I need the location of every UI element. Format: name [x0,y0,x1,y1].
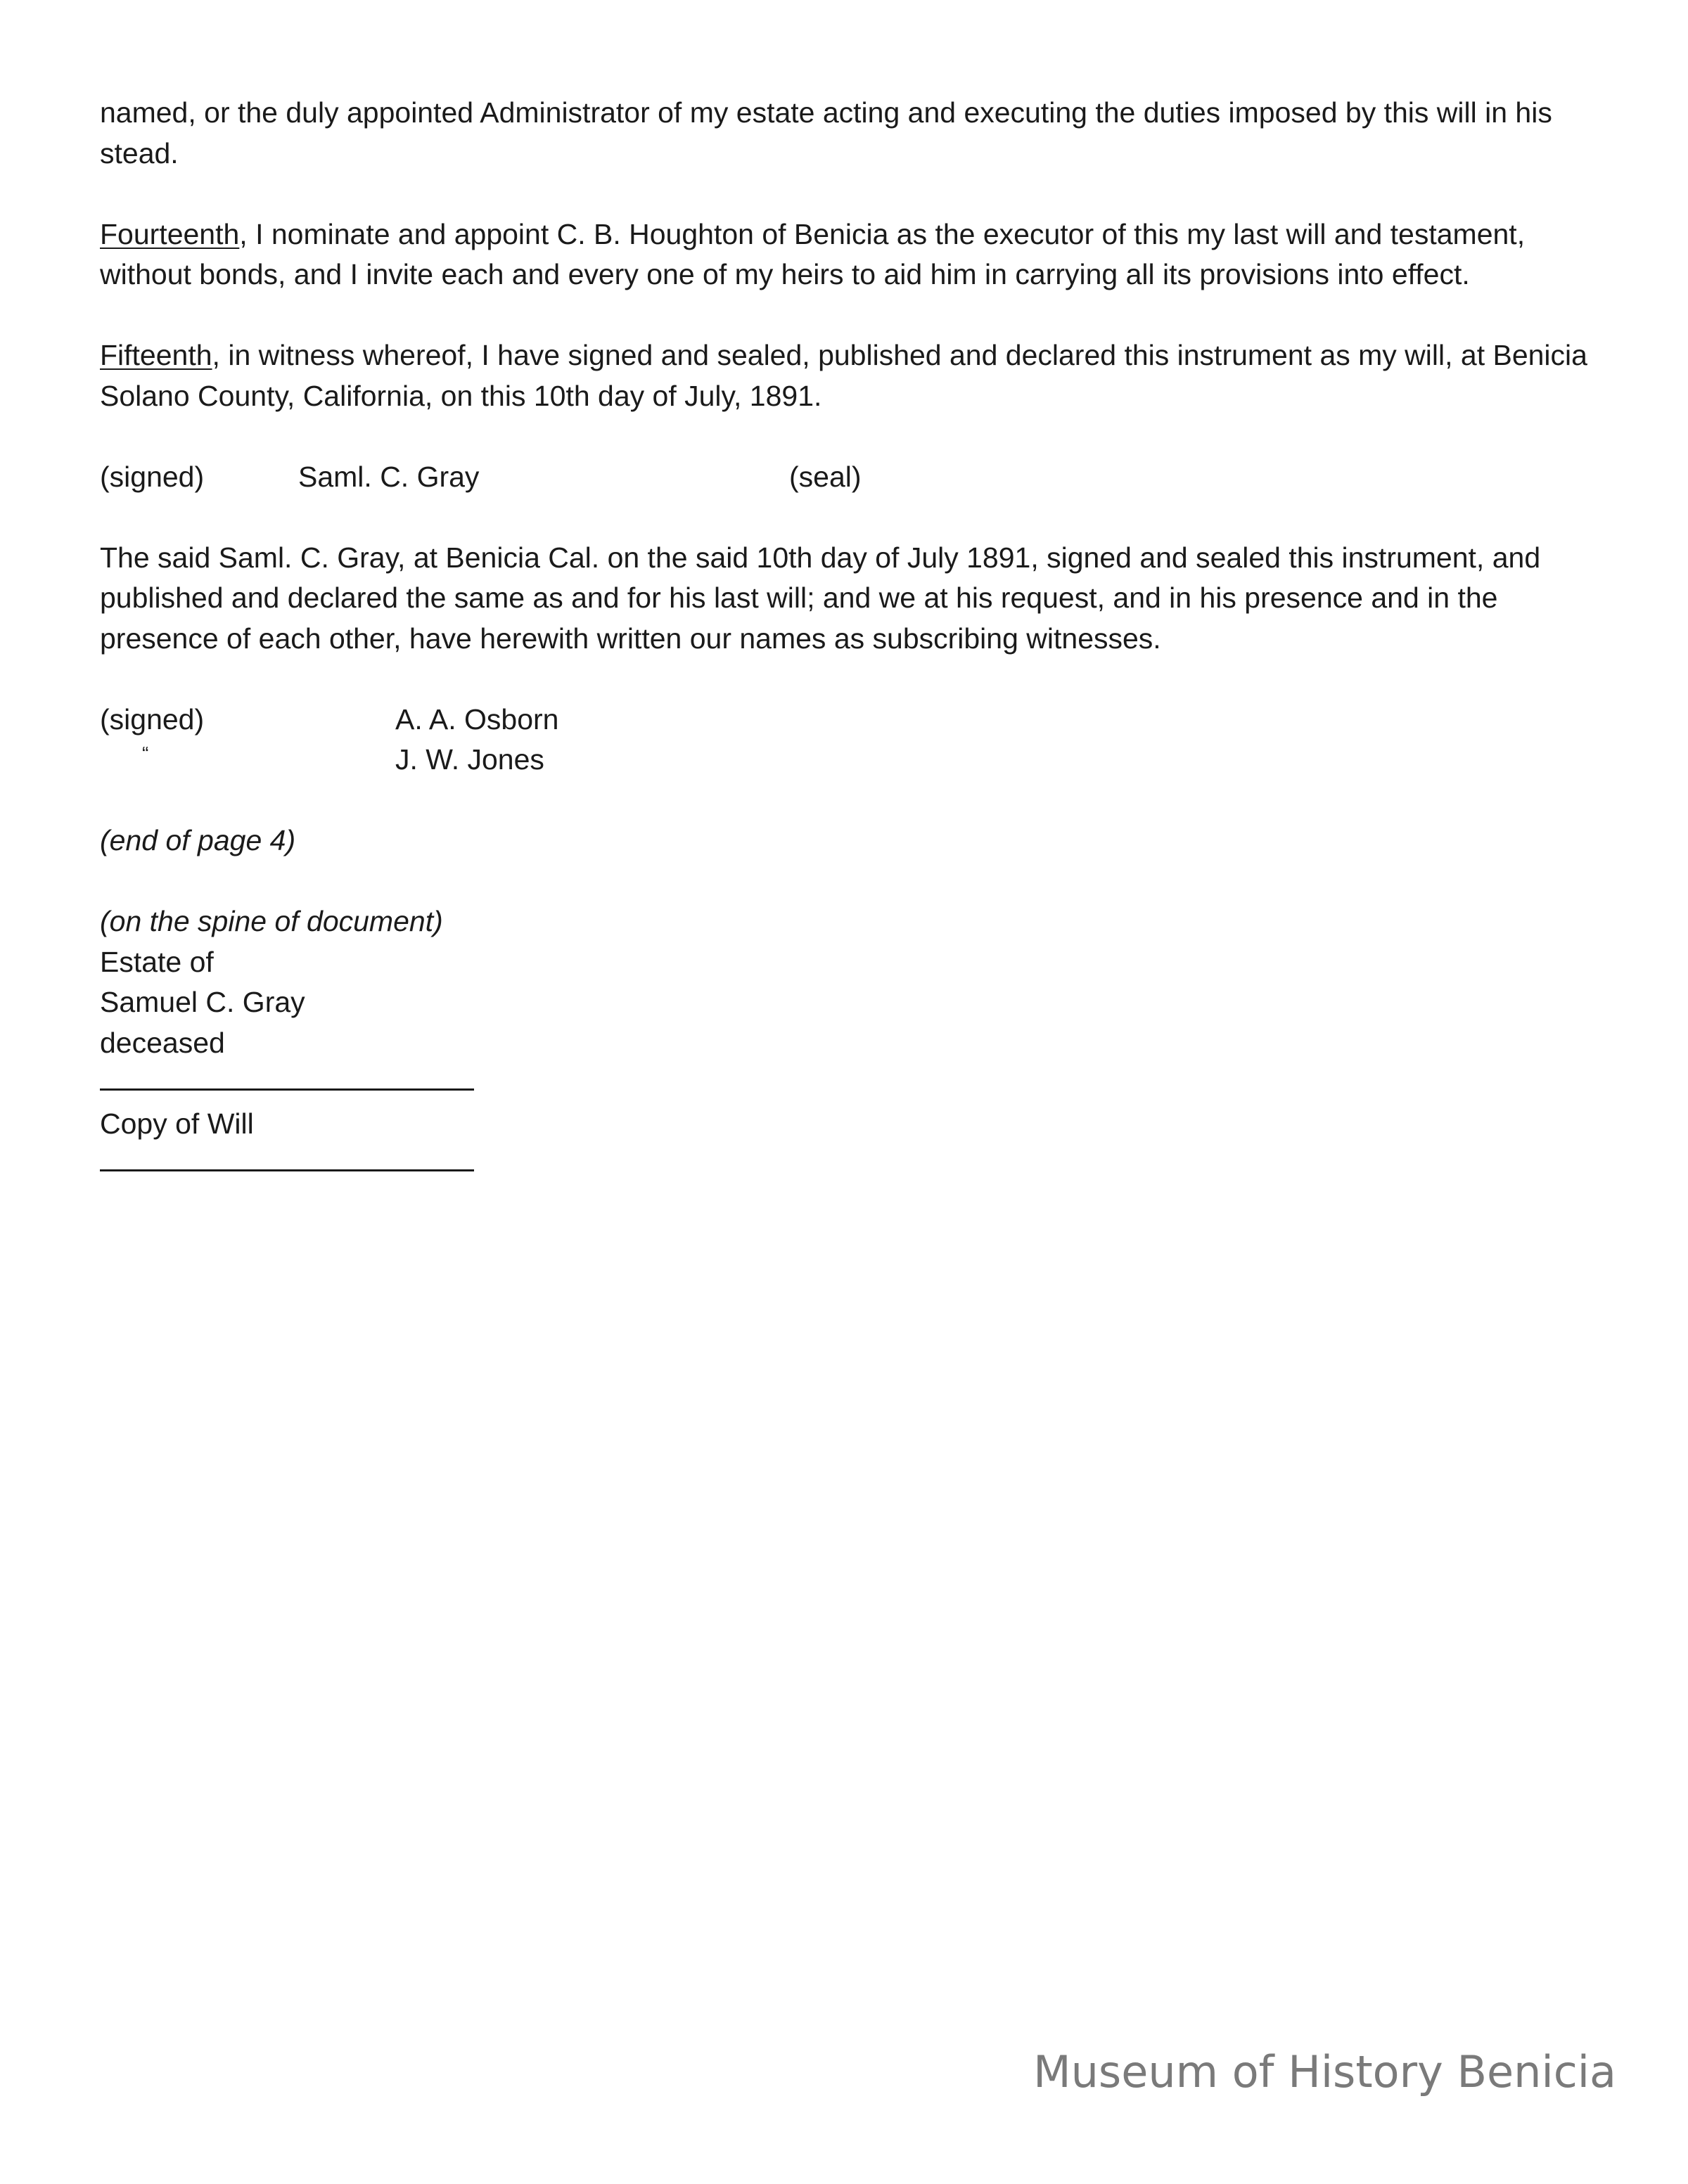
spine-rule-top [100,1088,474,1091]
witness-line-2 [100,740,1612,781]
paragraph-fifteenth [100,335,1612,416]
testator-name: Saml. C. Gray [298,460,480,493]
end-of-page-note: (end of page 4) [100,824,296,856]
museum-watermark: Museum of History Benicia [1033,2046,1616,2098]
spine-rule-bottom [100,1169,474,1171]
document-page [100,93,1612,1185]
spine-rule-top-wrap [100,1063,1612,1104]
paragraph-attestation: The said Saml. C. Gray, at Benicia Cal. on the said 10th day of July 1891, signed and sealed this instrument, and published and declared the same as and for his last will; and we at his request, and in his presence and in the presence of each other, have herewith written our names as subscribing witnesses. [100,541,1541,655]
text-fifteenth: , in witness whereof, I have signed and sealed, published and declared this instrument as my will, at Benicia Solano County, California, on this 10th day of July, 1891. [100,339,1587,412]
testator-signature-line [100,457,1612,498]
ditto-mark: “ [142,743,149,764]
witness-line-1 [100,700,1612,740]
heading-fifteenth: Fifteenth [100,339,212,371]
spine-rule-bottom-wrap [100,1144,1612,1185]
text-fourteenth: , I nominate and appoint C. B. Houghton of Benicia as the executor of this my last will and testament, without bonds, and I invite each and every one of my heirs to aid him in carrying all its provisions into effect. [100,217,1526,290]
spine-title: Copy of Will [100,1107,254,1140]
signed-label: (signed) [100,460,205,493]
witness-1-name: A. A. Osborn [395,702,559,736]
paragraph-fourteenth [100,214,1612,295]
spine-line-2: Samuel C. Gray [100,986,305,1018]
witness-2-name: J. W. Jones [395,743,544,776]
spine-line-1: Estate of [100,945,214,978]
witness-signed-label: (signed) [100,702,205,736]
spine-line-3: deceased [100,1026,225,1059]
spine-note: (on the spine of document) [100,905,443,937]
seal-label: (seal) [789,460,862,493]
heading-fourteenth: Fourteenth [100,217,240,250]
paragraph-administrator: named, or the duly appointed Administrator of my estate acting and executing the duties imposed by this will in his stead. [100,96,1552,169]
